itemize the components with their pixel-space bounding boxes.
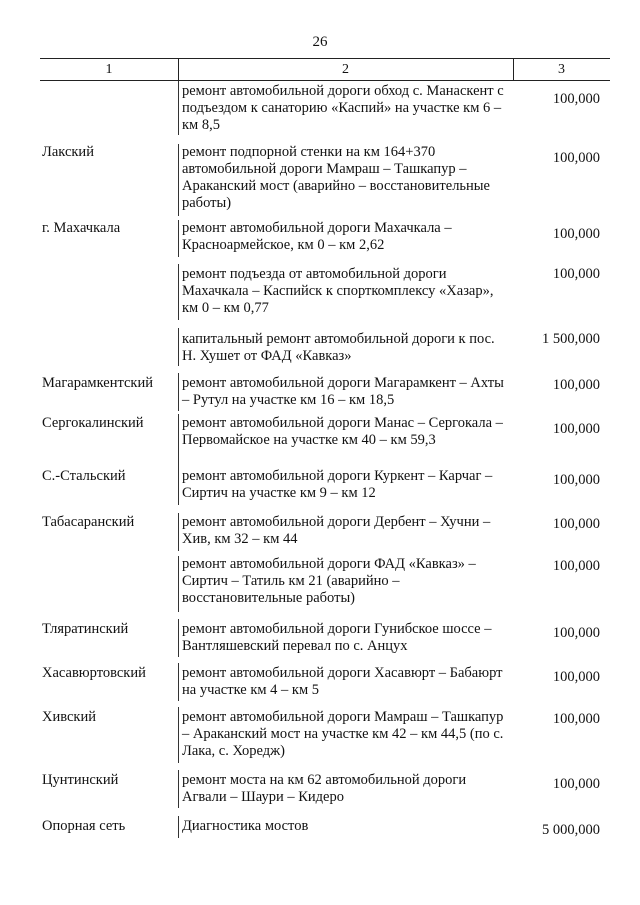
row-divider: [178, 144, 179, 216]
description-cell: ремонт автомобильной дороги Махачкала – Красноармейское, км 0 – км 2,62: [182, 220, 452, 253]
row-divider: [178, 619, 179, 657]
district-cell: Лакский: [42, 144, 94, 160]
row-divider: [178, 513, 179, 551]
row-divider: [178, 770, 179, 808]
description-cell: ремонт автомобильной дороги Куркент – Карчаг – Сиртич на участке км 9 – км 12: [182, 468, 493, 501]
description-cell: ремонт моста на км 62 автомобильной дороги Агвали – Шаури – Кидеро: [182, 772, 467, 805]
amount-cell: 1 500,000: [542, 331, 600, 347]
amount-cell: 100,000: [552, 625, 600, 641]
district-cell: Сергокалинский: [42, 415, 144, 431]
amount-cell: 100,000: [552, 669, 600, 685]
amount-cell: 100,000: [552, 91, 600, 107]
header-bottom-rule: [40, 80, 610, 81]
row-divider: [178, 707, 179, 763]
district-cell: Опорная сеть: [42, 818, 126, 834]
district-cell: г. Махачкала: [42, 220, 121, 236]
description-cell: ремонт подъезда от автомобильной дороги Махачкала – Каспийск к спорткомплексу «Хазар», км 0 – км 0,77: [182, 266, 494, 316]
table-header: [40, 58, 610, 81]
amount-cell: 100,000: [552, 776, 600, 792]
header-col-3: 3: [558, 62, 565, 77]
description-cell: капитальный ремонт автомобильной дороги к пос. Н. Хушет от ФАД «Кавказ»: [182, 331, 495, 364]
description-cell: ремонт автомобильной дороги Гунибское шоссе – Вантляшевский перевал по с. Анцух: [182, 621, 492, 654]
header-col-2: 2: [342, 62, 349, 77]
amount-cell: 100,000: [552, 226, 600, 242]
row-divider: [178, 373, 179, 411]
row-divider: [178, 414, 179, 469]
district-cell: Хивский: [42, 709, 96, 725]
description-cell: ремонт автомобильной дороги обход с. Манаскент с подъездом к санаторию «Каспий» на участке км 6 – км 8,5: [182, 83, 504, 133]
description-cell: ремонт автомобильной дороги ФАД «Кавказ» – Сиртич – Татиль км 21 (аварийно – восстановительные работы): [182, 556, 476, 606]
row-divider: [178, 264, 179, 320]
page-number: 26: [312, 34, 328, 50]
amount-cell: 5 000,000: [542, 822, 600, 838]
row-divider: [178, 467, 179, 505]
amount-cell: 100,000: [552, 558, 600, 574]
description-cell: ремонт автомобильной дороги Хасавюрт – Бабаюрт на участке км 4 – км 5: [182, 665, 503, 698]
amount-cell: 100,000: [552, 421, 600, 437]
district-cell: Цунтинский: [42, 772, 119, 788]
row-divider: [178, 663, 179, 701]
row-divider: [178, 81, 179, 135]
row-divider: [178, 220, 179, 257]
header-col-1: 1: [105, 62, 113, 77]
header-top-rule: [40, 58, 610, 59]
description-cell: ремонт подпорной стенки на км 164+370 автомобильной дороги Мамраш – Ташкапур – Араканский мост (аварийно – восстановительные работы): [182, 144, 490, 211]
description-cell: Диагностика мостов: [182, 818, 309, 834]
district-cell: С.-Стальский: [42, 468, 126, 484]
amount-cell: 100,000: [552, 711, 600, 727]
description-cell: ремонт автомобильной дороги Мамраш – Ташкапур – Араканский мост на участке км 42 – км 44,5 (по с. Лака, с. Хоредж): [182, 709, 504, 759]
description-cell: ремонт автомобильной дороги Манас – Сергокала – Первомайское на участке км 40 – км 59,3: [182, 415, 503, 448]
description-cell: ремонт автомобильной дороги Магарамкент – Ахты – Рутул на участке км 16 – км 18,5: [182, 375, 504, 408]
amount-cell: 100,000: [552, 472, 600, 488]
district-cell: Хасавюртовский: [42, 665, 146, 681]
amount-cell: 100,000: [552, 266, 600, 282]
row-divider: [178, 816, 179, 838]
amount-cell: 100,000: [552, 377, 600, 393]
district-cell: Магарамкентский: [42, 375, 153, 391]
description-cell: ремонт автомобильной дороги Дербент – Хучни – Хив, км 32 – км 44: [182, 514, 491, 547]
amount-cell: 100,000: [552, 516, 600, 532]
district-cell: Тляратинский: [42, 621, 129, 637]
row-divider: [178, 556, 179, 612]
amount-cell: 100,000: [552, 150, 600, 166]
district-cell: Табасаранский: [42, 514, 135, 530]
row-divider: [178, 328, 179, 366]
